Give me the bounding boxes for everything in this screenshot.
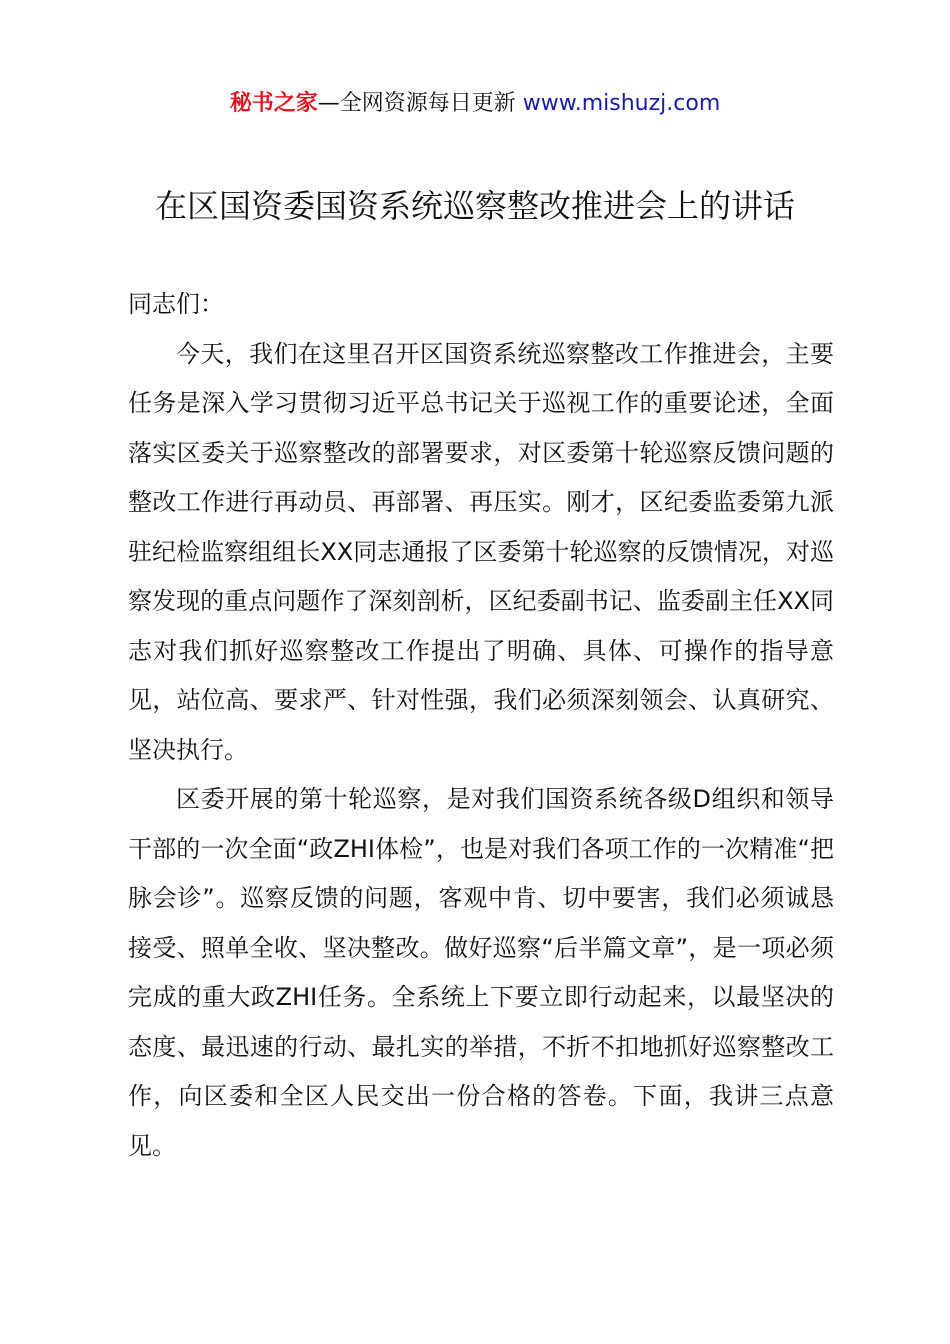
site-url-link[interactable]: www.mishuzj.com — [522, 91, 721, 116]
body-paragraph: 今天，我们在这里召开区国资系统巡察整改工作推进会，主要任务是深入学习贯彻习近平总书记关于巡视工作的重要论述，全面落实区委关于巡察整改的部署要求，对区委第十轮巡察反馈问题的整改工作进行再动员、再部署、再压实。刚才，区纪委监委第九派驻纪检监察组组长XX同志通报了区委第十轮巡察的反馈情况，对巡察发现的重点问题作了深刻剖析，区纪委副书记、监委副主任XX同志对我们抓好巡察整改工作提出了明确、具体、可操作的指导意见，站位高、要求严、针对性强，我们必须深刻领会、认真研究、坚决执行。 — [128, 339, 834, 764]
document-body — [128, 280, 834, 1171]
salutation: 同志们： — [128, 290, 224, 318]
document-title: 在区国资委国资系统巡察整改推进会上的讲话 — [154, 187, 795, 225]
site-tagline: —全网资源每日更新 — [317, 91, 516, 116]
site-brand: 秘书之家 — [229, 91, 318, 116]
body-paragraph: 区委开展的第十轮巡察，是对我们国资系统各级D组织和领导干部的一次全面“政ZHI体检”，也是对我们各项工作的一次精准“把脉会诊”。巡察反馈的问题，客观中肯、切中要害，我们必须诚恳接受、照单全收、坚决整改。做好巡察“后半篇文章”，是一项必须完成的重大政ZHI任务。全系统上下要立即行动起来，以最坚决的态度、最迅速的行动、最扎实的举措，不折不扣地抓好巡察整改工作，向区委和全区人民交出一份合格的答卷。下面，我讲三点意见。 — [128, 785, 834, 1160]
site-header — [0, 88, 950, 120]
